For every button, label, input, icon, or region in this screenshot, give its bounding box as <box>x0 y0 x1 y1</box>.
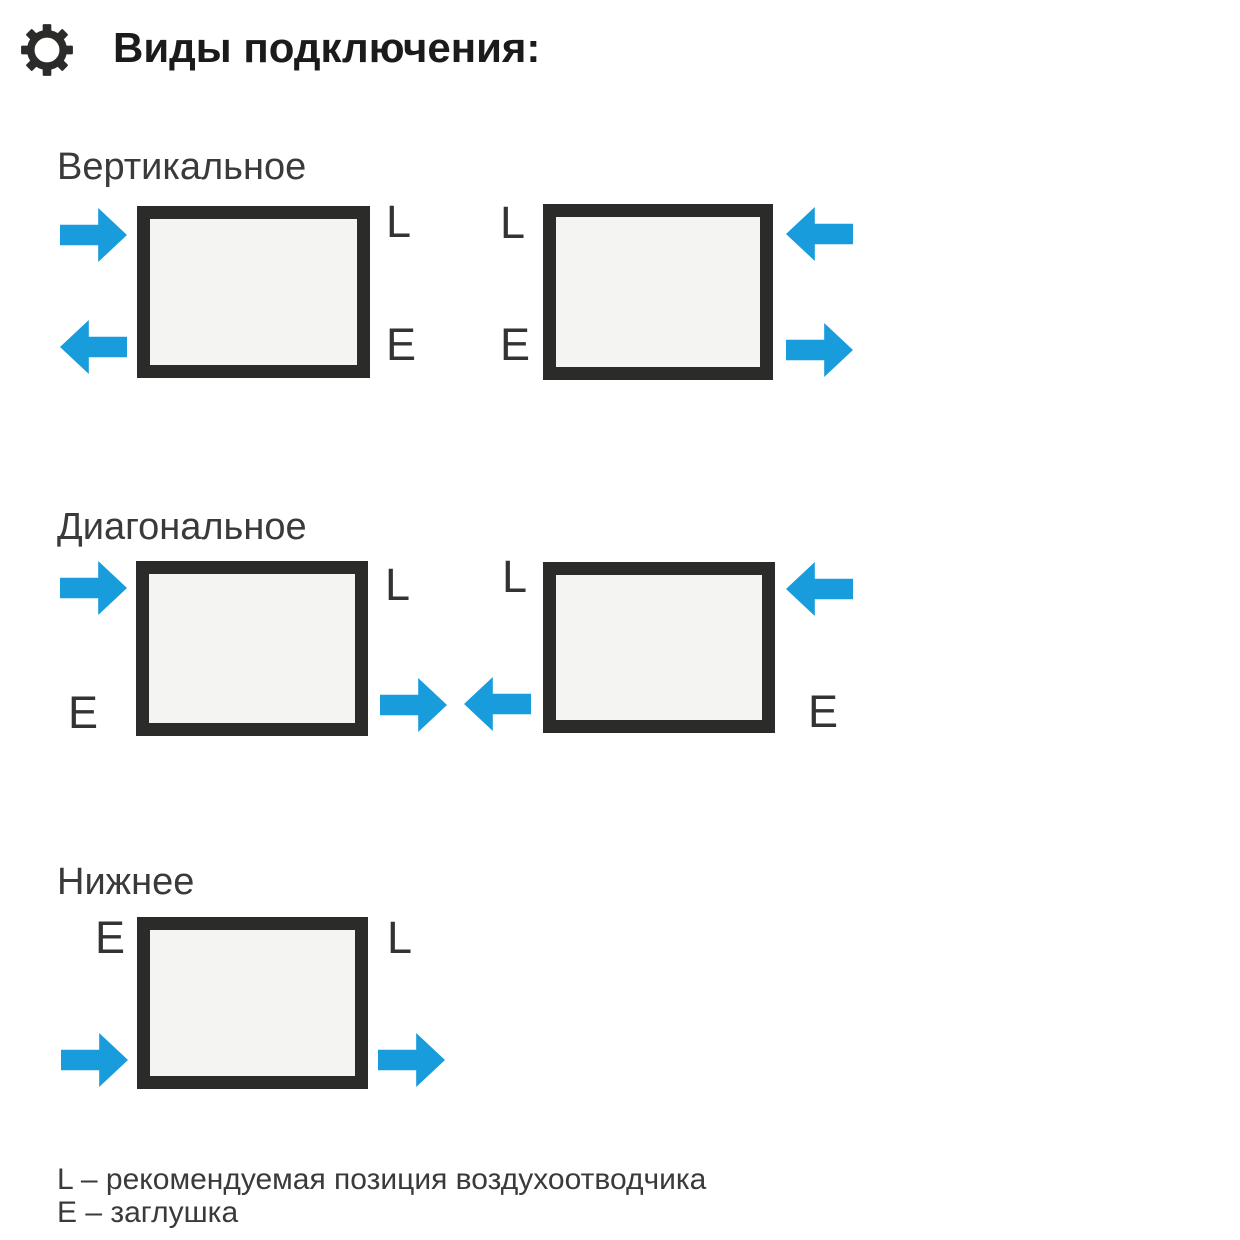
legend-line-l: L – рекомендуемая позиция воздухоотводчика <box>57 1163 707 1196</box>
arrow-right-icon <box>786 323 853 377</box>
arrow-left-icon <box>464 677 531 731</box>
port-label-e: E <box>808 686 839 737</box>
page-title: Виды подключения: <box>113 24 541 71</box>
port-label-l: L <box>500 197 526 248</box>
radiator-box <box>136 561 368 736</box>
section-title-diagonal: Диагональное <box>57 506 307 548</box>
port-label-l: L <box>385 559 411 610</box>
gear-icon <box>20 21 74 79</box>
port-label-l: L <box>386 196 412 247</box>
arrow-right-icon <box>60 561 127 615</box>
radiator-box <box>137 206 370 378</box>
radiator-box <box>543 204 773 380</box>
arrow-right-icon <box>60 208 127 262</box>
section-title-vertical: Вертикальное <box>57 146 307 188</box>
section-title-bottom: Нижнее <box>57 861 195 903</box>
port-label-e: E <box>500 319 531 370</box>
arrow-right-icon <box>61 1033 128 1087</box>
port-label-e: E <box>95 912 126 963</box>
arrow-left-icon <box>786 562 853 616</box>
radiator-box <box>543 562 775 733</box>
arrow-right-icon <box>380 678 447 732</box>
port-label-l: L <box>387 912 413 963</box>
arrow-left-icon <box>786 207 853 261</box>
port-label-e: E <box>386 319 417 370</box>
radiator-box <box>137 917 368 1089</box>
arrow-right-icon <box>378 1033 445 1087</box>
port-label-l: L <box>502 551 528 602</box>
port-label-e: E <box>68 687 99 738</box>
legend-line-e: E – заглушка <box>57 1196 239 1229</box>
arrow-left-icon <box>60 320 127 374</box>
